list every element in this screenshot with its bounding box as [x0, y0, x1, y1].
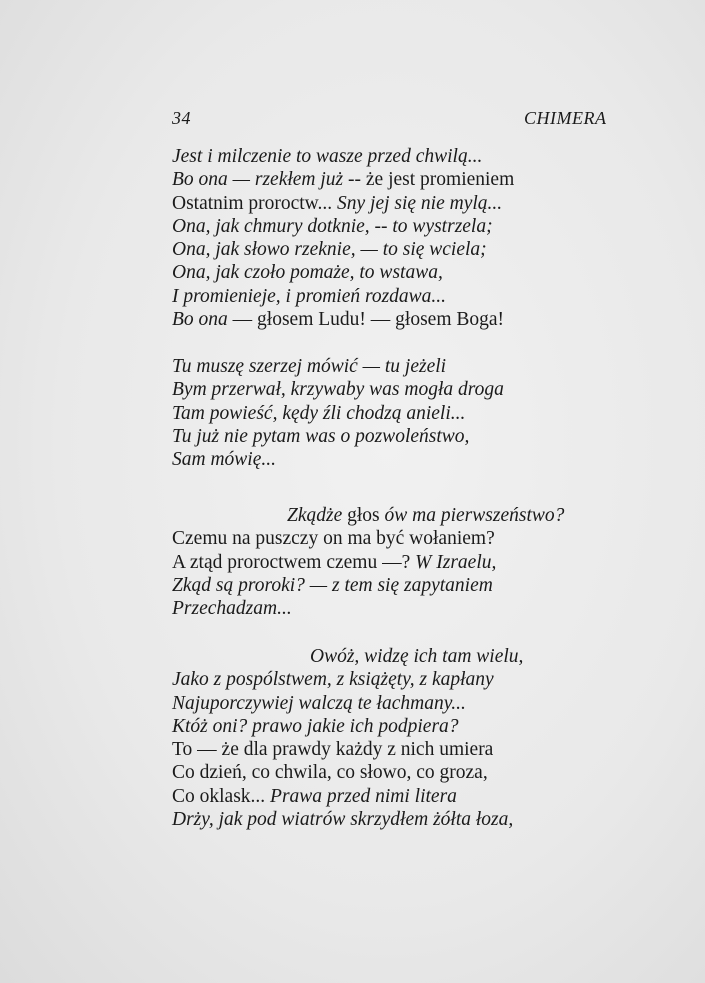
roman-text: Czemu na puszczy on ma być wołaniem? — [172, 528, 495, 550]
stanza — [172, 504, 632, 620]
verse-line — [172, 355, 632, 378]
italic-text: Zkądże — [287, 505, 348, 526]
verse-line — [172, 715, 632, 738]
italic-text: Najuporczywiej walczą te łachmany... — [172, 692, 466, 714]
verse-line — [172, 425, 632, 448]
roman-text: Ostatnim proroctw... — [172, 192, 337, 214]
italic-text: Bo ona — [172, 309, 228, 331]
verse-line — [172, 402, 632, 425]
verse-line — [172, 145, 632, 168]
italic-text: Drży, jak pod wiatrów skrzydłem żółta łoza, — [172, 809, 514, 831]
italic-text: Bo ona — rzekłem już -- — [172, 169, 366, 191]
italic-text: I promienieje, i promień rozdawa... — [172, 285, 447, 307]
italic-text: Bym przerwał, krzywaby was mogła droga — [172, 379, 504, 401]
italic-text: Tu muszę szerzej mówić — tu jeżeli — [172, 356, 447, 377]
italic-text: Tam powieść, kędy źli chodzą anieli... — [172, 402, 466, 424]
verse-line — [172, 551, 632, 574]
verse-line — [172, 448, 632, 471]
italic-text: Ona, jak słowo rzeknie, — to się wciela; — [172, 239, 487, 261]
verse-line — [172, 692, 632, 715]
roman-text: głos — [347, 505, 385, 526]
verse-line — [172, 761, 632, 784]
italic-text: W Izraelu, — [415, 551, 497, 573]
roman-text: — głosem Ludu! — głosem Boga! — [227, 309, 505, 331]
verse-line — [172, 215, 632, 238]
italic-text: Ona, jak czoło pomaże, to wstawa, — [172, 262, 443, 284]
verse-line — [172, 645, 632, 668]
verse-line — [172, 574, 632, 597]
verse-line — [172, 238, 632, 261]
verse-line — [172, 168, 632, 191]
verse-line — [172, 504, 632, 527]
italic-text: Tu już nie pytam was o pozwoleństwo, — [172, 425, 470, 447]
italic-text: Sny jej się nie mylą... — [337, 192, 503, 214]
running-title: CHIMERA — [524, 108, 607, 128]
verse-line — [172, 285, 632, 308]
verse-line — [172, 378, 632, 401]
italic-text: Któż oni? prawo jakie ich podpiera? — [172, 715, 459, 737]
page-number: 34 — [172, 108, 191, 128]
stanza — [172, 645, 632, 831]
verse-line — [172, 308, 632, 331]
roman-text: Co dzień, co chwila, co słowo, co groza, — [172, 762, 488, 784]
italic-text: Przechadzam... — [172, 598, 292, 620]
roman-text: że jest promieniem — [365, 169, 515, 191]
verse-line — [172, 668, 632, 691]
italic-text: Ona, jak chmury dotknie, -- to wystrzela; — [172, 215, 493, 237]
stanza — [172, 145, 632, 331]
italic-text: Zkąd są proroki? — z tem się zapytaniem — [172, 574, 493, 596]
italic-text: Owóż, widzę ich tam wielu, — [310, 646, 524, 667]
roman-text: To — że dla prawdy każdy z nich umiera — [172, 739, 494, 761]
roman-text: A ztąd proroctwem czemu —? — [172, 551, 416, 573]
verse-line — [172, 261, 632, 284]
roman-text: Co oklask... — [172, 785, 271, 807]
verse-line — [172, 738, 632, 761]
italic-text: ów ma pierwszeństwo? — [384, 505, 565, 526]
verse-line — [172, 192, 632, 215]
verse-line — [172, 808, 632, 831]
italic-text: Prawa przed nimi litera — [270, 785, 457, 807]
italic-text: Jako z pospólstwem, z książęty, z kapłany — [172, 669, 494, 691]
stanza — [172, 355, 632, 471]
italic-text: Jest i milczenie to wasze przed chwilą... — [172, 146, 483, 167]
italic-text: Sam mówię... — [172, 449, 276, 471]
verse-line — [172, 527, 632, 550]
verse-line — [172, 785, 632, 808]
verse-line — [172, 597, 632, 620]
